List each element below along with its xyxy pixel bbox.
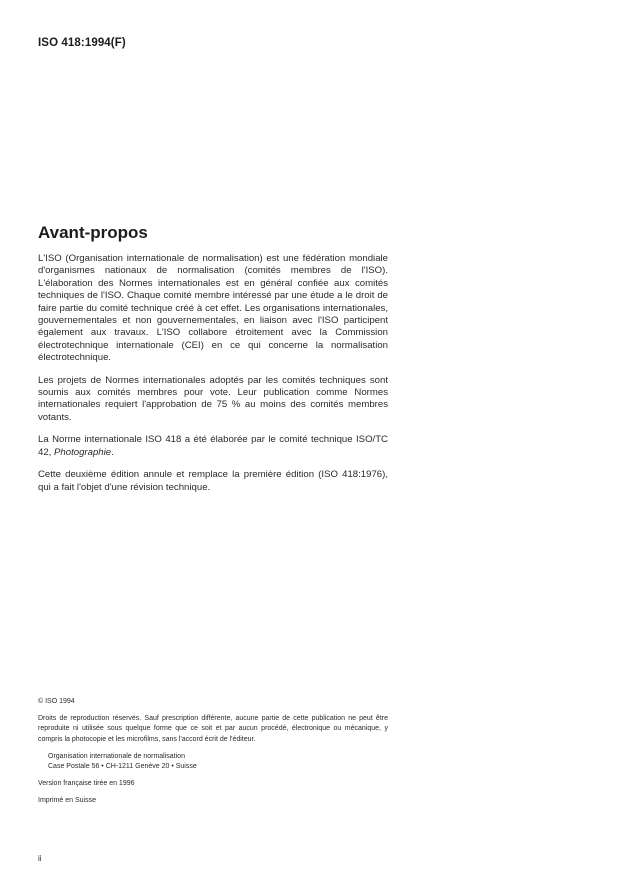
rights-notice: Droits de reproduction réservés. Sauf prescription différente, aucune partie de cette publication ne peut être reproduite ni utilisée sous quelque forme que ce soit et par aucun procédé, électronique ou mécanique, y compris la photocopie et les microfilms, sans l'accord écrit de l'éditeur. <box>38 715 388 743</box>
publisher-address <box>38 752 388 772</box>
copyright-notice: © ISO 1994 <box>38 698 75 705</box>
committee-name: Photographie <box>54 446 112 458</box>
paragraph-end: . <box>111 446 114 458</box>
publisher-postal: Case Postale 56 • CH-1211 Genève 20 • Suisse <box>48 763 197 771</box>
foreword-paragraph <box>38 434 388 459</box>
document-id: ISO 418:1994(F) <box>38 37 126 49</box>
section-title: Avant-propos <box>38 223 148 242</box>
page-number: ii <box>38 854 42 863</box>
publication-footer <box>38 697 388 814</box>
foreword-paragraph: Cette deuxième édition annule et remplace la première édition (ISO 418:1976), qui a fait l'objet d'une révision technique. <box>38 469 388 493</box>
publisher-name: Organisation internationale de normalisation <box>48 752 185 760</box>
foreword-body <box>38 253 388 504</box>
foreword-paragraph: L'ISO (Organisation internationale de normalisation) est une fédération mondiale d'organismes nationaux de normalisation (comités membres de l'ISO). L'élaboration des Normes internationales est en général confiée aux comités techniques de l'ISO. Chaque comité membre intéressé par une étude a le droit de faire partie du comité technique créé à cet effet. Les organisations internationales, gouvernementales et non gouvernementales, en liaison avec l'ISO participent également aux travaux. L'ISO collabore étroitement avec la Commission électrotechnique internationale (CEI) en ce qui concerne la normalisation électrotechnique. <box>38 253 388 364</box>
printed-note: Imprimé en Suisse <box>38 797 96 805</box>
paragraph-text: La Norme internationale ISO 418 a été élaborée par le comité technique ISO/TC 42, <box>38 434 388 458</box>
version-note: Version française tirée en 1996 <box>38 780 135 788</box>
foreword-paragraph: Les projets de Normes internationales adoptés par les comités techniques sont soumis aux comités membres pour vote. Leur publication comme Normes internationales requiert l'approbation de 75 % au moins des comités membres votants. <box>38 374 388 423</box>
